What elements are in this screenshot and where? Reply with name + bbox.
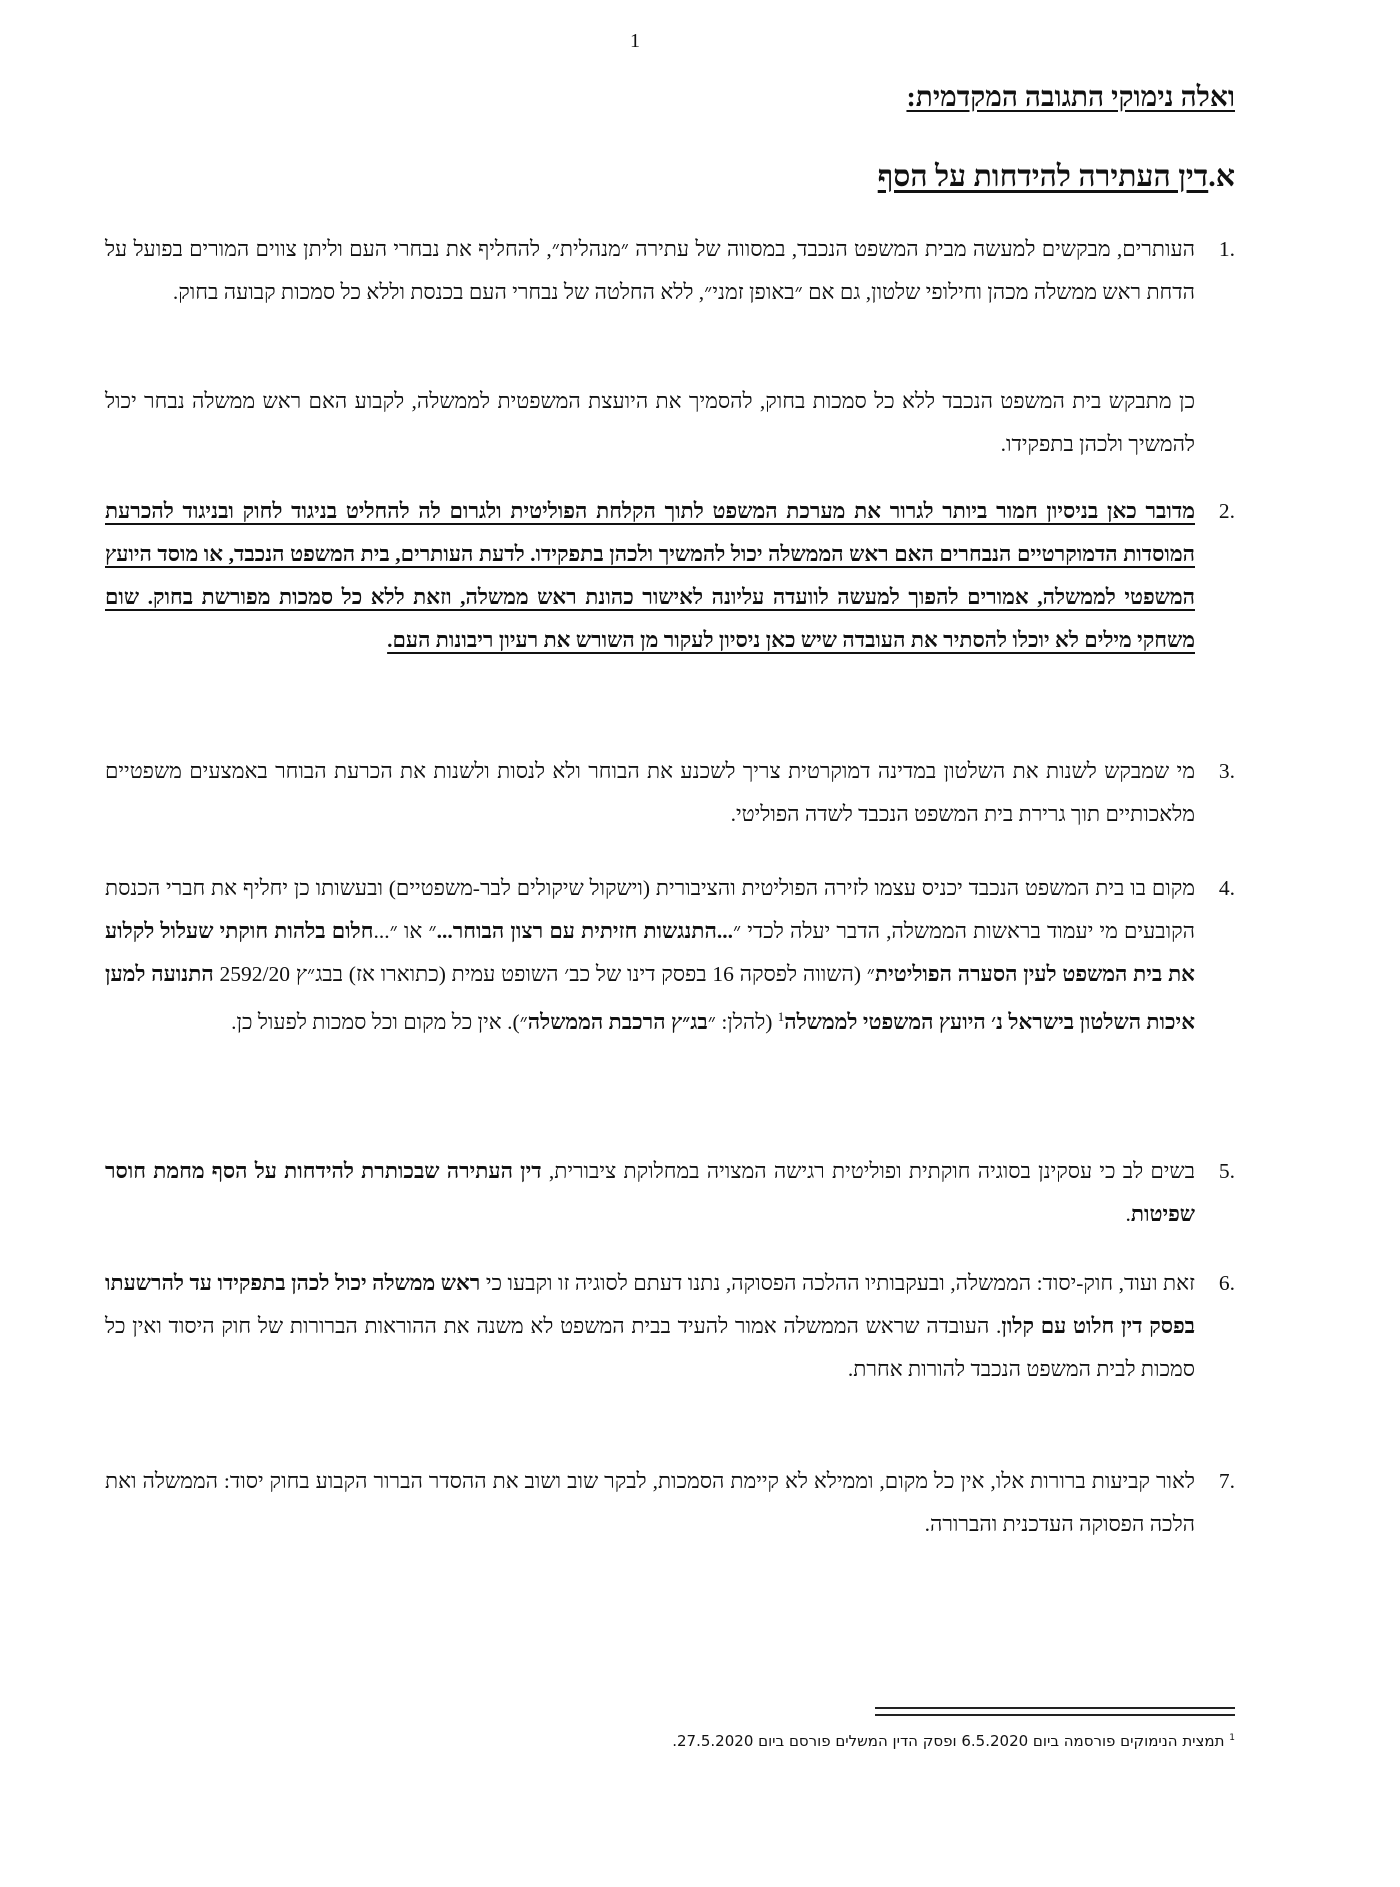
- text-run: (להלן: ״: [707, 1010, 778, 1035]
- paragraph-1: [105, 228, 1235, 314]
- paragraph-text: מדובר כאן בניסיון חמור ביותר לגרור את מערכת המשפט לתוך הקלחת הפוליטית ולגרום לה להחליט בניגוד לחוק ובניגוד להכרעת המוסדות הדמוקרטיים הנבחרים האם ראש הממשלה יכול להמשיך ולכהן בתפקידו. לדעת העותרים, בית המשפט הנכבד, או מוסד היועץ המשפטי לממשלה, אמורים להפוך למעשה לוועדה עליונה לאישור כהונת ראש ממשלה, וזאת ללא כל סמכות מפורשת בחוק. שום משחקי מילים לא יוכלו להסתיר את העובדה שיש כאן ניסיון לעקור מן השורש את רעיון ריבונות העם.: [105, 499, 1195, 652]
- text-run: ״ או ״...: [373, 919, 437, 943]
- page-number: 1: [630, 30, 640, 52]
- paragraph-number: 1.: [1218, 237, 1235, 261]
- bold-quote: ...התנגשות חזיתית עם רצון הבוחר...: [436, 919, 733, 943]
- footnote-mark: 1: [1229, 1733, 1235, 1743]
- bold-quote: חלום בלהות חוקתי שעלול לקלוע את בית המשפט לעין הסערה הפוליטית: [105, 919, 1195, 986]
- paragraph-text: [105, 1262, 1195, 1391]
- text-run: זאת ועוד, חוק-יסוד: הממשלה, ובעקבותיו ההלכה הפסוקה, נתנו דעתם לסוגיה זו וקבעו כי: [480, 1271, 1195, 1295]
- footnote: [235, 1728, 1235, 1751]
- paragraph-number: 6.: [1218, 1271, 1235, 1295]
- paragraph-4: [105, 867, 1235, 1044]
- paragraph-3: [105, 750, 1235, 836]
- footnote-separator: [875, 1714, 1235, 1716]
- case-name: התנועה למען איכות השלטון בישראל נ׳ היועץ המשפטי לממשלה: [105, 962, 1195, 1035]
- paragraph-number: 4.: [1218, 876, 1235, 900]
- paragraph-number: 7.: [1218, 1469, 1235, 1493]
- bold-conclusion: דין העתירה שבכותרת להידחות על הסף מחמת חוסר שפיטות: [105, 1159, 1195, 1226]
- paragraph-text: לאור קביעות ברורות אלו, אין כל מקום, וממילא לא קיימת הסמכות, לבקר שוב ושוב את ההסדר הברור הקבוע בחוק יסוד: הממשלה ואת הלכה הפסוקה העדכנית והברורה.: [105, 1469, 1195, 1536]
- footnote-reference[interactable]: 1: [777, 1010, 785, 1024]
- footnote-text: תמצית הנימוקים פורסמה ביום 6.5.2020 ופסק הדין המשלים פורסם ביום 27.5.2020.: [672, 1732, 1225, 1750]
- paragraph-text: [105, 1150, 1195, 1236]
- text-run: בשים לב כי עסקינן בסוגיה חוקתית ופוליטית רגישה המצויה במחלוקת ציבורית,: [541, 1159, 1195, 1183]
- section-letter: א.: [1208, 160, 1235, 193]
- bold-holding: ראש ממשלה יכול לכהן בתפקידו עד להרשעתו בפסק דין חלוט עם קלון: [105, 1271, 1195, 1338]
- paragraph-text: העותרים, מבקשים למעשה מבית המשפט הנכבד, במסווה של עתירה ״מנהלית״, להחליף את נבחרי העם וליתן צווים המורים בפועל על הדחת ראש ממשלה מכהן וחילופי שלטון, גם אם ״באופן זמני״, ללא החלטה של נבחרי העם בכנסת וללא כל סמכות קבועה בחוק.: [105, 237, 1195, 304]
- paragraph-text: [105, 867, 1195, 1044]
- text-run: מקום בו בית המשפט הנכבד יכניס עצמו לזירה הפוליטית והציבורית (וישקול שיקולים לבר-משפטיים) ובעשותו כן יחליף את חברי הכנסת הקובעים מי יעמוד בראשות הממשלה, הדבר יעלה לכדי ״: [105, 876, 1195, 943]
- text-run: ״). אין כל מקום וכל סמכות לפעול כן.: [231, 1010, 528, 1035]
- paragraph-2: [105, 490, 1235, 662]
- paragraph-5: [105, 1150, 1235, 1236]
- footnote-separator: [875, 1707, 1235, 1709]
- paragraph-6: [105, 1262, 1235, 1391]
- section-heading: [878, 160, 1235, 194]
- paragraph-7: [105, 1460, 1235, 1546]
- section-title: דין העתירה להידחות על הסף: [877, 160, 1209, 193]
- paragraph-number: 2.: [1218, 499, 1235, 523]
- paragraph-number: 3.: [1218, 759, 1235, 783]
- case-short-name: בג״ץ הרכבת הממשלה: [527, 1010, 708, 1035]
- text-run: . העובדה שראש הממשלה אמור להעיד בבית המשפט לא משנה את ההוראות הברורות של חוק היסוד ואין כל סמכות לבית המשפט הנכבד להורות אחרת.: [105, 1314, 1195, 1381]
- paragraph-text: כן מתבקש בית המשפט הנכבד ללא כל סמכות בחוק, להסמיך את היועצת המשפטית לממשלה, לקבוע האם ראש ממשלה נבחר יכול להמשיך ולכהן בתפקידו.: [105, 389, 1195, 456]
- main-heading: ואלה נימוקי התגובה המקדמית:: [906, 82, 1235, 113]
- text-run: ״ (השווה לפסקה 16 בפסק דינו של כב׳ השופט עמית (כתוארו אז) בבג״ץ 2592/20: [213, 962, 875, 986]
- paragraph-number: 5.: [1218, 1159, 1235, 1183]
- paragraph-text: מי שמבקש לשנות את השלטון במדינה דמוקרטית צריך לשכנע את הבוחר ולא לנסות ולשנות את הכרעת הבוחר באמצעים משפטיים מלאכותיים תוך גרירת בית המשפט הנכבד לשדה הפוליטי.: [105, 759, 1195, 826]
- text-run: .: [1125, 1202, 1131, 1226]
- paragraph-1b: [105, 380, 1235, 466]
